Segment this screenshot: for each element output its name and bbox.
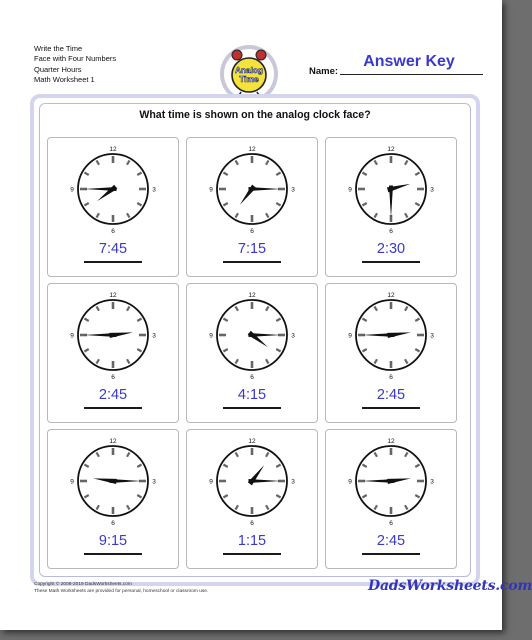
clock-number: 6	[389, 374, 393, 381]
clock-number: 6	[250, 520, 254, 527]
clock-number: 3	[291, 478, 295, 486]
clock-number: 9	[70, 186, 74, 194]
clock-number: 6	[111, 374, 115, 381]
clock-number: 9	[348, 478, 352, 486]
clock-number: 12	[248, 438, 256, 445]
instruction-text: What time is shown on the analog clock face?	[139, 109, 371, 121]
clock-number: 9	[70, 332, 74, 340]
clock-hub	[389, 187, 393, 191]
clock-number: 12	[387, 438, 395, 445]
header-line-worksheet-number: Math Worksheet 1	[34, 74, 95, 84]
logo-text-time: Time	[239, 74, 259, 84]
analog-clock	[207, 435, 297, 527]
answer-line	[223, 407, 281, 409]
clock-hub	[389, 479, 393, 483]
clock-number: 3	[291, 186, 295, 194]
clock-number: 6	[389, 228, 393, 235]
clock-number: 6	[250, 228, 254, 235]
clock-hub	[111, 333, 115, 337]
clock-number: 3	[430, 478, 434, 486]
header-line-subtitle: Face with Four Numbers	[34, 54, 117, 64]
name-label: Name:	[309, 66, 339, 77]
clock-number: 9	[348, 186, 352, 194]
clock-hub	[250, 479, 254, 483]
clock-number: 9	[70, 478, 74, 486]
clock-number: 6	[111, 228, 115, 235]
clock-number: 12	[109, 146, 117, 153]
problem-cell	[186, 137, 318, 277]
clock-hub	[111, 187, 115, 191]
analog-clock	[68, 143, 158, 235]
problem-cell	[186, 283, 318, 423]
analog-clock	[346, 143, 436, 235]
clock-number: 9	[209, 332, 213, 340]
analog-clock	[68, 435, 158, 527]
answer-text: 7:15	[237, 241, 267, 257]
clock-number: 6	[111, 520, 115, 527]
analog-clock	[68, 289, 158, 381]
answer-text: 4:15	[237, 387, 267, 403]
clock-number: 12	[109, 292, 117, 299]
clock-number: 9	[348, 332, 352, 340]
analog-clock	[346, 435, 436, 527]
problem-cell	[325, 429, 457, 569]
footer-copyright	[34, 582, 208, 595]
clock-number: 3	[430, 332, 434, 340]
answer-line	[84, 553, 142, 555]
header-line-title: Write the Time	[34, 44, 83, 53]
logo-text-analog: Analog	[235, 66, 263, 75]
answer-key-title: Answer Key	[363, 53, 455, 70]
clock-hub	[389, 333, 393, 337]
answer-line	[223, 553, 281, 555]
clock-hub	[250, 333, 254, 337]
worksheet-header-info	[34, 44, 116, 85]
clock-number: 3	[152, 478, 156, 486]
clock-number: 12	[387, 146, 395, 153]
answer-text: 2:45	[376, 533, 406, 549]
header-line-level: Quarter Hours	[34, 64, 82, 74]
footer-line-copyright: Copyright © 2008-2019 DadsWorksheets.com	[34, 582, 132, 587]
answer-line	[223, 261, 281, 263]
name-line	[340, 74, 483, 75]
answer-text: 2:30	[376, 241, 406, 257]
answer-line	[362, 553, 420, 555]
clock-number: 12	[109, 438, 117, 445]
clock-number: 12	[248, 146, 256, 153]
clock-number: 6	[389, 520, 393, 527]
answer-text: 2:45	[376, 387, 406, 403]
problem-cell	[325, 283, 457, 423]
problem-cell	[47, 429, 179, 569]
answer-text: 7:45	[98, 241, 128, 257]
answer-line	[362, 261, 420, 263]
answer-text: 1:15	[237, 533, 267, 549]
clock-hub	[250, 187, 254, 191]
clock-number: 3	[291, 332, 295, 340]
answer-text: 2:45	[98, 387, 128, 403]
clock-number: 12	[248, 292, 256, 299]
analog-clock	[207, 143, 297, 235]
clock-hub	[111, 479, 115, 483]
clock-number: 3	[430, 186, 434, 194]
answer-line	[362, 407, 420, 409]
clock-number: 3	[152, 186, 156, 194]
footer-line-usage: These Math Worksheets are provided for personal, homeschool or classroom use.	[34, 588, 209, 594]
answer-line	[84, 407, 142, 409]
clock-number: 12	[387, 292, 395, 299]
analog-clock	[207, 289, 297, 381]
brand-logo: DadsWorksheets.com	[368, 578, 532, 594]
problems-panel	[30, 94, 480, 586]
problem-cell	[47, 283, 179, 423]
clock-number: 9	[209, 478, 213, 486]
problem-cell	[47, 137, 179, 277]
clock-number: 3	[152, 332, 156, 340]
problem-cell	[325, 137, 457, 277]
analog-clock	[346, 289, 436, 381]
answer-line	[84, 261, 142, 263]
clock-number: 9	[209, 186, 213, 194]
answer-text: 9:15	[98, 533, 128, 549]
problem-cell	[186, 429, 318, 569]
clock-number: 6	[250, 374, 254, 381]
